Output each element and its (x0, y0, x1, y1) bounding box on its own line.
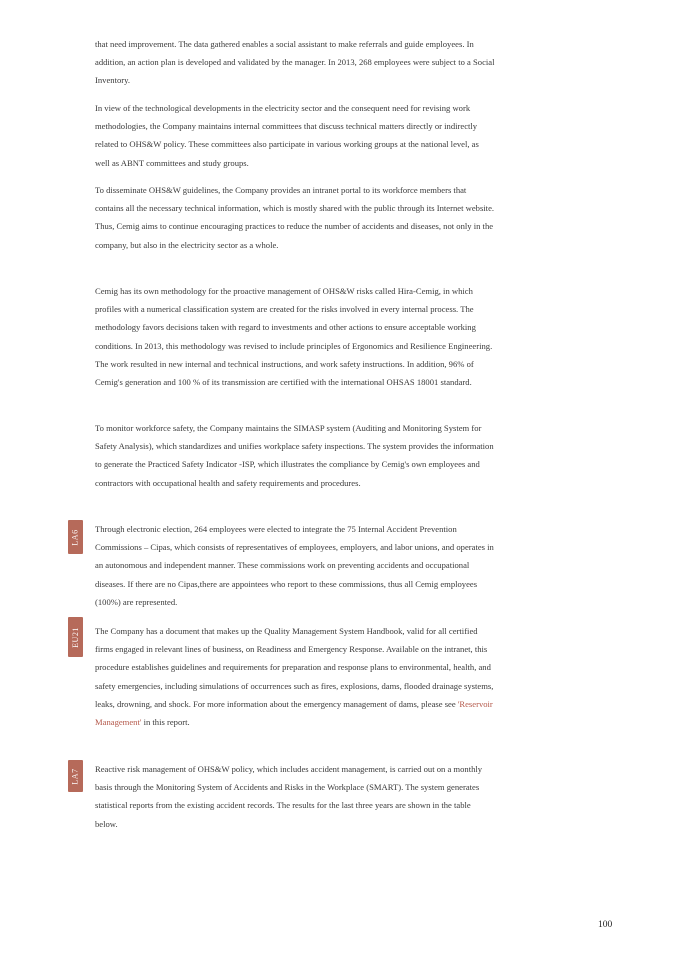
paragraph-reactive-risk: Reactive risk management of OHS&W policy, which includes accident management, is carried out on a monthly basis through the Monitoring System of Accidents and Risks in the Workplace (SMART). The system generates statistical reports from the existing accident records. The results for the last three years are shown in the table below. (95, 764, 483, 829)
page-number: 100 (598, 920, 613, 930)
side-tag-la6 (68, 520, 83, 554)
side-tag-la6-label: LA6 (71, 528, 81, 546)
paragraph-internal-committees: In view of the technological developments in the electricity sector and the consequent need for revising work methodologies, the Company maintains internal committees that discuss technical matters directly or indirectly related to OHS&W policy. These committees also participate in various working groups at the national level, as well as ABNT committees and study groups. (95, 103, 479, 168)
side-tag-la7-label: LA7 (71, 767, 81, 785)
side-tag-eu21 (68, 617, 83, 657)
emergency-suffix: in this report. (141, 717, 190, 728)
paragraph-intranet-portal: To disseminate OHS&W guidelines, the Company provides an intranet portal to its workforce members that contains all the necessary technical information, which is mostly shared with the public through its Internet website. Thus, Cemig aims to continue encouraging practices to reduce the number of accidents and diseases, not only in the company, but also in the electricity sector as a whole. (95, 185, 495, 250)
reservoir-management-link[interactable]: 'Reservoir Management' (95, 698, 493, 728)
side-tag-eu21-label: EU21 (71, 626, 81, 648)
emergency-text: The Company has a document that makes up the Quality Management System Handbook, valid for all certified firms engaged in relevant lines of business, on Readiness and Emergency Response. Available on the intranet, this procedure establishes guidelines and requirements for preparation and response plans to environmental, health, and safety emergencies, including simulations of occurrences such as fires, explosions, dams, flooded drainage systems, leaks, drowning, and shock. For more information about the emergency management of dams, please see (95, 626, 494, 709)
side-tag-la7 (68, 760, 83, 792)
paragraph-emergency-response (95, 622, 495, 731)
paragraph-simasp: To monitor workforce safety, the Company maintains the SIMASP system (Auditing and Monitoring System for Safety Analysis), which standardizes and unifies workplace safety inspections. The system provides the information to generate the Practiced Safety Indicator -ISP, which illustrates the compliance by Cemig's own employees and contractors with occupational health and safety requirements and procedures. (95, 423, 494, 488)
paragraph-cipas: Through electronic election, 264 employees were elected to integrate the 75 Internal Accident Prevention Commissions – Cipas, which consists of representatives of employees, employers, and labor unions, and operates in an autonomous and independent manner. These commissions work on preventing accidents and occupational diseases. If there are no Cipas,there are appointees who report to these commissions, thus all Cemig employees (100%) are represented. (95, 524, 494, 607)
paragraph-social-inventory: that need improvement. The data gathered enables a social assistant to make referrals and guide employees. In addition, an action plan is developed and validated by the manager. In 2013, 268 employees were subject to a Social Inventory. (95, 39, 495, 86)
paragraph-hira-cemig: Cemig has its own methodology for the proactive management of OHS&W risks called Hira-Cemig, in which profiles with a numerical classification system are created for the risks involved in every internal process. The methodology favors decisions taken with regard to investments and other actions to ensure acceptable working conditions. In 2013, this methodology was revised to include principles of Ergonomics and Resilience Engineering. The work resulted in new internal and technical instructions, and work safety instructions. In addition, 96% of Cemig's generation and 100 % of its transmission are certified with the international OHSAS 18001 standard. (95, 286, 493, 388)
